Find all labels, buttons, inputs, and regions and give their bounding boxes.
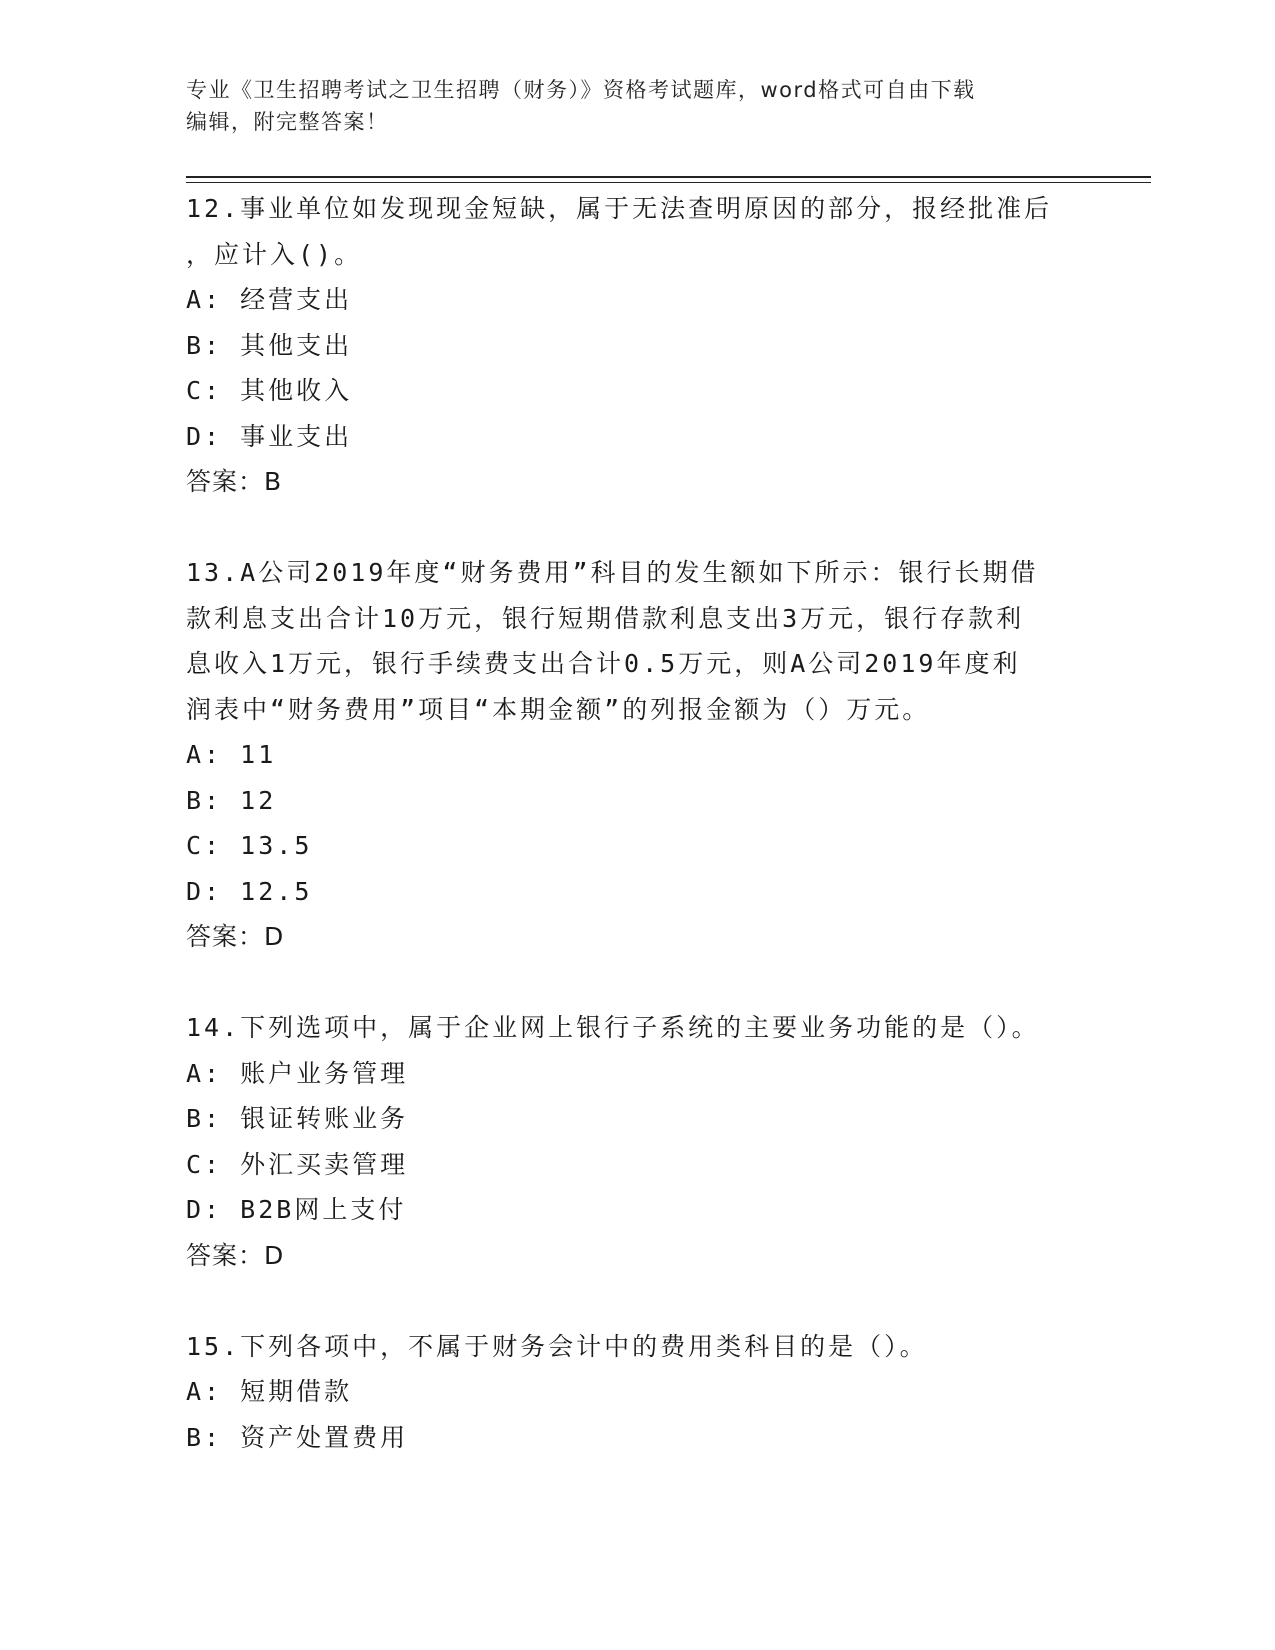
answer-option (186, 323, 1086, 369)
option-label: A: (186, 285, 223, 314)
option-text: 账户业务管理 (240, 1058, 409, 1088)
option-text: B2B网上支付 (240, 1195, 407, 1224)
answer-option (186, 1051, 1086, 1097)
option-label: D: (186, 1195, 223, 1224)
option-text: 12 (240, 785, 277, 815)
question-stem-line: 14.下列选项中，属于企业网上银行子系统的主要业务功能的是（）。 (186, 1013, 1040, 1042)
question-block (186, 1324, 1086, 1461)
option-label: D: (186, 421, 223, 451)
question-stem-line: 13.A公司2019年度“财务费用”科目的发生额如下所示：银行长期借 (186, 558, 1039, 587)
option-label: B: (186, 785, 223, 815)
option-text: 13.5 (240, 831, 313, 860)
answer-option (186, 732, 1086, 778)
option-label: C: (186, 376, 223, 405)
option-text: 12.5 (240, 876, 313, 906)
answer-key: 答案：D (186, 922, 285, 951)
option-text: 银证转账业务 (240, 1104, 409, 1133)
header-line-2: 编辑，附完整答案！ (186, 110, 389, 134)
question-stem-line: 息收入1万元，银行手续费支出合计0.5万元，则A公司2019年度利 (186, 649, 1021, 678)
question-spacer (186, 1278, 1086, 1324)
answer-option (186, 1187, 1086, 1233)
question-spacer (186, 505, 1086, 551)
option-text: 经营支出 (240, 285, 353, 314)
option-label: B: (186, 1422, 223, 1452)
question-stem-line: 12.事业单位如发现现金短缺，属于无法查明原因的部分，报经批准后 (186, 194, 1053, 223)
question-block (186, 186, 1086, 505)
option-label: A: (186, 740, 223, 769)
question-stem-line: 款利息支出合计10万元，银行短期借款利息支出3万元，银行存款利 (186, 603, 1025, 633)
header-divider-thin (186, 182, 1151, 183)
answer-option (186, 823, 1086, 869)
answer-key: 答案：B (186, 467, 283, 496)
question-list (186, 186, 1086, 1460)
answer-option (186, 1369, 1086, 1415)
header-line-1: 专业《卫生招聘考试之卫生招聘（财务）》资格考试题库，word格式可自由下载 (186, 78, 976, 102)
answer-option (186, 368, 1086, 414)
option-text: 外汇买卖管理 (240, 1149, 409, 1179)
answer-option (186, 869, 1086, 915)
question-stem-line: 15.下列各项中，不属于财务会计中的费用类科目的是（）。 (186, 1331, 928, 1361)
option-text: 11 (240, 740, 277, 769)
option-text: 其他收入 (240, 376, 353, 405)
option-text: 短期借款 (240, 1377, 353, 1406)
option-text: 其他支出 (240, 330, 353, 360)
answer-option (186, 277, 1086, 323)
option-label: C: (186, 831, 223, 860)
document-header (186, 74, 1086, 138)
option-label: D: (186, 876, 223, 906)
option-text: 事业支出 (240, 421, 353, 451)
question-block (186, 550, 1086, 960)
answer-option (186, 414, 1086, 460)
answer-option (186, 1142, 1086, 1188)
header-divider-thick (186, 176, 1151, 178)
answer-key: 答案：D (186, 1240, 285, 1270)
answer-option (186, 1415, 1086, 1461)
question-stem-line: ，应计入()。 (186, 239, 363, 269)
option-label: B: (186, 1104, 223, 1133)
question-spacer (186, 960, 1086, 1006)
option-label: A: (186, 1377, 223, 1406)
option-text: 资产处置费用 (240, 1422, 409, 1452)
option-label: A: (186, 1058, 223, 1088)
question-stem-line: 润表中“财务费用”项目“本期金额”的列报金额为（）万元。 (186, 694, 931, 724)
answer-option (186, 778, 1086, 824)
option-label: C: (186, 1149, 223, 1179)
option-label: B: (186, 330, 223, 360)
question-block (186, 1005, 1086, 1278)
answer-option (186, 1096, 1086, 1142)
